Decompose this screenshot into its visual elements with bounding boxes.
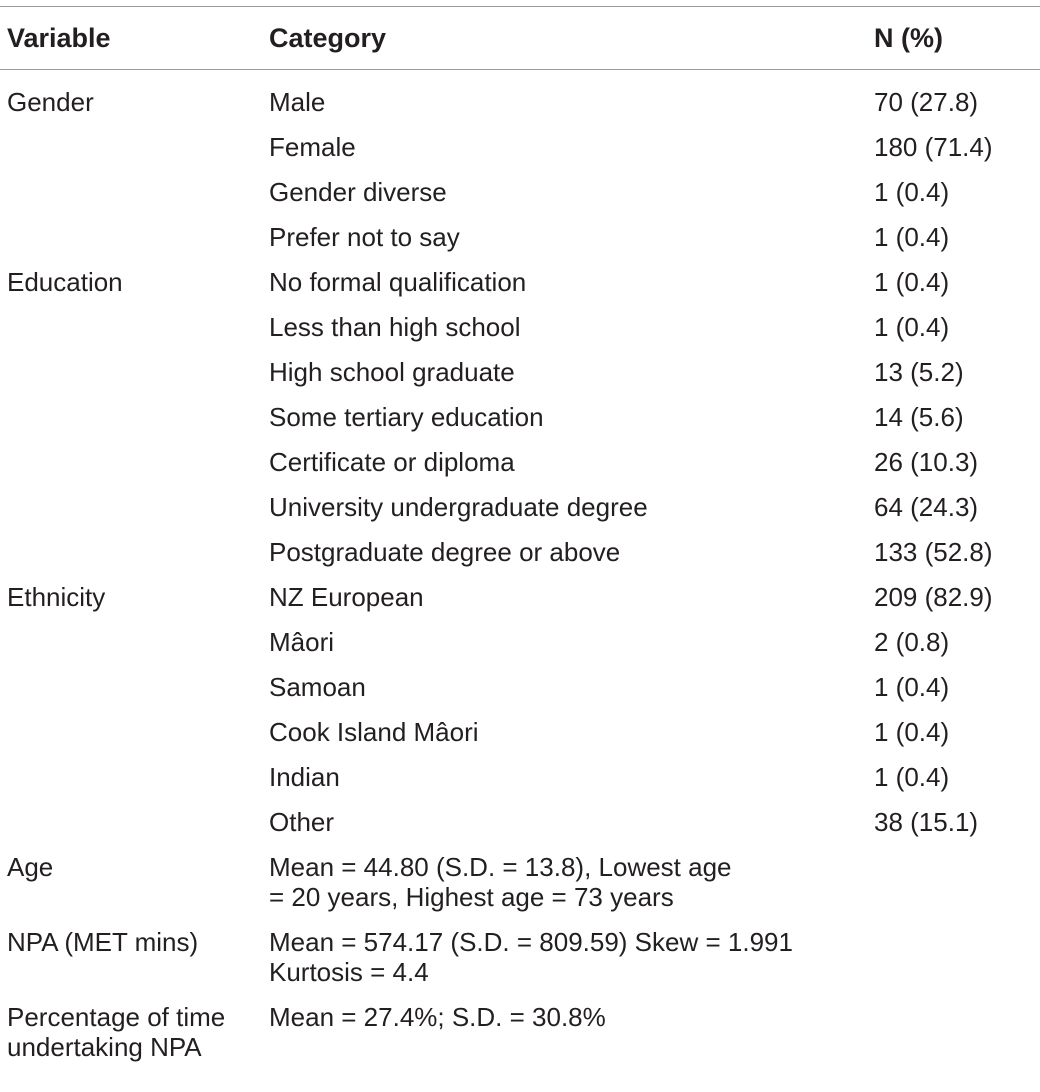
cell-category: Other — [269, 807, 335, 837]
cell-category: Mâori — [269, 627, 335, 657]
cell-variable — [0, 350, 262, 395]
cell-variable — [0, 125, 262, 170]
cell-category: Cook Island Mâori — [269, 717, 479, 747]
cell-category: Prefer not to say — [269, 222, 460, 252]
table-header — [0, 7, 1040, 70]
table-row — [0, 995, 1040, 1070]
cell-category: Indian — [269, 762, 340, 792]
cell-n-percent: 1 (0.4) — [874, 222, 950, 252]
cell-variable — [0, 620, 262, 665]
cell-category: University undergraduate degree — [269, 492, 648, 522]
cell-category: No formal qualification — [269, 267, 527, 297]
table-row — [0, 845, 1040, 920]
header-variable: Variable — [7, 22, 111, 53]
cell-category: Postgraduate degree or above — [269, 537, 621, 567]
table-row — [0, 710, 1040, 755]
table-row — [0, 170, 1040, 215]
cell-variable: Gender — [7, 87, 94, 117]
table-row — [0, 485, 1040, 530]
cell-n-percent: 180 (71.4) — [874, 132, 993, 162]
cell-n-percent: 1 (0.4) — [874, 717, 950, 747]
cell-n-percent: 1 (0.4) — [874, 267, 950, 297]
cell-category: High school graduate — [269, 357, 515, 387]
table-row — [0, 260, 1040, 305]
header-category: Category — [269, 22, 387, 53]
cell-category: Some tertiary education — [269, 402, 544, 432]
cell-n-percent: 26 (10.3) — [874, 447, 979, 477]
table-row — [0, 70, 1040, 126]
table-row — [0, 620, 1040, 665]
table-row — [0, 305, 1040, 350]
cell-n-percent: 14 (5.6) — [874, 402, 964, 432]
cell-n-percent: 1 (0.4) — [874, 672, 950, 702]
table-row — [0, 575, 1040, 620]
cell-n-percent: 1 (0.4) — [874, 762, 950, 792]
cell-n-percent: 13 (5.2) — [874, 357, 964, 387]
cell-category: Mean = 27.4%; S.D. = 30.8% — [269, 1002, 606, 1032]
table-row — [0, 215, 1040, 260]
cell-variable: Education — [7, 267, 123, 297]
cell-variable: Age — [7, 852, 54, 882]
cell-n-percent: 1 (0.4) — [874, 312, 950, 342]
table-row — [0, 530, 1040, 575]
cell-variable — [0, 800, 262, 845]
cell-variable — [0, 710, 262, 755]
cell-category: Mean = 574.17 (S.D. = 809.59) Skew = 1.991 Kurtosis = 4.4 — [269, 927, 793, 987]
table-row — [0, 665, 1040, 710]
cell-variable — [0, 665, 262, 710]
cell-variable: Percentage of time undertaking NPA — [7, 1002, 226, 1062]
header-row — [0, 7, 1040, 70]
cell-variable — [0, 395, 262, 440]
cell-category: Male — [269, 87, 326, 117]
header-n-percent: N (%) — [874, 22, 943, 53]
cell-variable — [0, 305, 262, 350]
table-row — [0, 800, 1040, 845]
demographics-table — [0, 6, 1040, 1070]
cell-n-percent: 1 (0.4) — [874, 177, 950, 207]
table-row — [0, 755, 1040, 800]
cell-category: Female — [269, 132, 356, 162]
cell-variable — [0, 485, 262, 530]
cell-category: Gender diverse — [269, 177, 447, 207]
cell-n-percent: 2 (0.8) — [874, 627, 950, 657]
cell-n-percent: 70 (27.8) — [874, 87, 979, 117]
cell-variable — [0, 170, 262, 215]
cell-category: Certificate or diploma — [269, 447, 515, 477]
cell-n-percent: 64 (24.3) — [874, 492, 979, 522]
cell-variable: NPA (MET mins) — [7, 927, 199, 957]
cell-category: NZ European — [269, 582, 424, 612]
cell-category: Less than high school — [269, 312, 521, 342]
cell-category: Mean = 44.80 (S.D. = 13.8), Lowest age = 20 years, Highest age = 73 years — [269, 852, 732, 912]
demographics-table-container — [0, 6, 1040, 1070]
cell-n-percent: 133 (52.8) — [874, 537, 993, 567]
cell-variable: Ethnicity — [7, 582, 106, 612]
table-row — [0, 440, 1040, 485]
cell-n-percent: 209 (82.9) — [874, 582, 993, 612]
cell-variable — [0, 215, 262, 260]
cell-category: Samoan — [269, 672, 366, 702]
table-body — [0, 70, 1040, 1071]
cell-n-percent: 38 (15.1) — [874, 807, 979, 837]
table-row — [0, 350, 1040, 395]
table-row — [0, 920, 1040, 995]
cell-variable — [0, 440, 262, 485]
table-row — [0, 125, 1040, 170]
cell-variable — [0, 530, 262, 575]
cell-variable — [0, 755, 262, 800]
table-row — [0, 395, 1040, 440]
